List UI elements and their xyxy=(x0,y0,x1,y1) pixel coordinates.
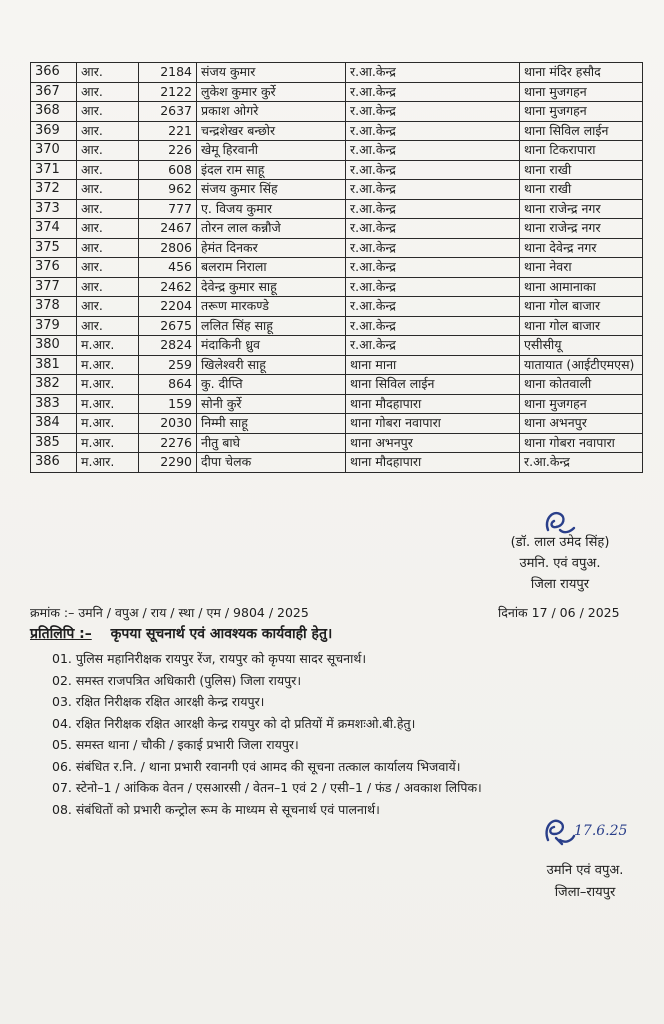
name-cell: दीपा चेलक xyxy=(197,453,346,473)
badge-number-cell: 777 xyxy=(139,199,197,219)
name-cell: खिलेश्वरी साहू xyxy=(197,355,346,375)
from-posting-cell: थाना सिविल लाईन xyxy=(346,375,520,395)
from-posting-cell: र.आ.केन्द्र xyxy=(346,82,520,102)
serial-number-cell: 370 xyxy=(31,141,77,161)
name-cell: निम्मी साहू xyxy=(197,414,346,434)
serial-number-cell: 372 xyxy=(31,180,77,200)
badge-number-cell: 2824 xyxy=(139,336,197,356)
to-posting-cell: थाना राखी xyxy=(520,180,643,200)
badge-number-cell: 962 xyxy=(139,180,197,200)
from-posting-cell: र.आ.केन्द्र xyxy=(346,141,520,161)
table-row xyxy=(31,238,643,258)
signature-block xyxy=(470,508,650,595)
name-cell: लुकेश कुमार कुर्रे xyxy=(197,82,346,102)
from-posting-cell: थाना गोबरा नवापारा xyxy=(346,414,520,434)
footer-district: जिला–रायपुर xyxy=(554,885,616,900)
copy-to-item: 01. पुलिस महानिरीक्षक रायपुर रेंज, रायपुर को कृपया सादर सूचनार्थ। xyxy=(52,651,367,666)
copy-to-item: 04. रक्षित निरीक्षक रक्षित आरक्षी केन्द्र रायपुर को दो प्रतियों में क्रमशःओ.बी.हेतु। xyxy=(52,715,416,731)
name-cell: खेमू हिरवानी xyxy=(197,141,346,161)
from-posting-cell: र.आ.केन्द्र xyxy=(346,180,520,200)
rank-cell: म.आर. xyxy=(77,453,139,473)
serial-number-cell: 376 xyxy=(31,258,77,278)
serial-number-cell: 383 xyxy=(31,394,77,414)
serial-number-cell: 384 xyxy=(31,414,77,434)
footer-signature xyxy=(540,814,576,848)
badge-number-cell: 608 xyxy=(139,160,197,180)
from-posting-cell: र.आ.केन्द्र xyxy=(346,63,520,83)
table-row xyxy=(31,316,643,336)
table-row xyxy=(31,180,643,200)
officer-district: जिला रायपुर xyxy=(530,577,590,592)
serial-number-cell: 381 xyxy=(31,355,77,375)
serial-number-cell: 368 xyxy=(31,102,77,122)
badge-number-cell: 2806 xyxy=(139,238,197,258)
badge-number-cell: 2276 xyxy=(139,433,197,453)
copy-to-item: 08. संबंधितों को प्रभारी कन्ट्रोल रूम के माध्यम से सूचनार्थ एवं पालनार्थ। xyxy=(52,801,380,817)
from-posting-cell: र.आ.केन्द्र xyxy=(346,258,520,278)
to-posting-cell: र.आ.केन्द्र xyxy=(520,453,643,473)
serial-number-cell: 375 xyxy=(31,238,77,258)
to-posting-cell: थाना कोतवाली xyxy=(520,375,643,395)
rank-cell: म.आर. xyxy=(77,433,139,453)
table-row xyxy=(31,453,643,473)
serial-number-cell: 386 xyxy=(31,453,77,473)
rank-cell: आर. xyxy=(77,121,139,141)
name-cell: ललित सिंह साहू xyxy=(197,316,346,336)
to-posting-cell: थाना मुजगहन xyxy=(520,102,643,122)
to-posting-cell: थाना मुजगहन xyxy=(520,82,643,102)
rank-cell: आर. xyxy=(77,316,139,336)
table-row xyxy=(31,102,643,122)
name-cell: नीतु बाघे xyxy=(197,433,346,453)
footer-signature-block xyxy=(520,860,650,904)
table-row xyxy=(31,219,643,239)
order-reference: क्रमांक :– उमनि / वपुअ / राय / स्था / एम / 9804 / 2025 xyxy=(30,605,309,620)
serial-number-cell: 380 xyxy=(31,336,77,356)
rank-cell: म.आर. xyxy=(77,414,139,434)
badge-number-cell: 2204 xyxy=(139,297,197,317)
badge-number-cell: 2184 xyxy=(139,63,197,83)
to-posting-cell: थाना राखी xyxy=(520,160,643,180)
name-cell: देवेन्द्र कुमार साहू xyxy=(197,277,346,297)
name-cell: तोरन लाल कन्नौजे xyxy=(197,219,346,239)
copy-to-list xyxy=(52,648,482,820)
serial-number-cell: 378 xyxy=(31,297,77,317)
badge-number-cell: 2462 xyxy=(139,277,197,297)
table-row xyxy=(31,82,643,102)
rank-cell: आर. xyxy=(77,297,139,317)
copy-to-item: 07. स्टेनो–1 / आंकिक वेतन / एसआरसी / वेतन–1 एवं 2 / एसी–1 / फंड / अवकाश लिपिक। xyxy=(52,780,482,795)
table-row xyxy=(31,277,643,297)
rank-cell: आर. xyxy=(77,160,139,180)
serial-number-cell: 379 xyxy=(31,316,77,336)
badge-number-cell: 2030 xyxy=(139,414,197,434)
to-posting-cell: थाना सिविल लाईन xyxy=(520,121,643,141)
badge-number-cell: 2290 xyxy=(139,453,197,473)
name-cell: संजय कुमार xyxy=(197,63,346,83)
name-cell: चन्द्रशेखर बन्छोर xyxy=(197,121,346,141)
copy-to-item: 02. समस्त राजपत्रित अधिकारी (पुलिस) जिला रायपुर। xyxy=(52,672,302,688)
to-posting-cell: थाना राजेन्द्र नगर xyxy=(520,199,643,219)
serial-number-cell: 369 xyxy=(31,121,77,141)
from-posting-cell: थाना मौदहापारा xyxy=(346,394,520,414)
name-cell: संजय कुमार सिंह xyxy=(197,180,346,200)
copy-to-heading xyxy=(30,624,332,643)
to-posting-cell: थाना गोल बाजार xyxy=(520,316,643,336)
rank-cell: आर. xyxy=(77,102,139,122)
from-posting-cell: र.आ.केन्द्र xyxy=(346,316,520,336)
table-row xyxy=(31,160,643,180)
from-posting-cell: थाना माना xyxy=(346,355,520,375)
badge-number-cell: 2637 xyxy=(139,102,197,122)
handwritten-date: 17.6.25 xyxy=(574,823,628,839)
to-posting-cell: थाना देवेन्द्र नगर xyxy=(520,238,643,258)
serial-number-cell: 366 xyxy=(31,63,77,83)
to-posting-cell: थाना अभनपुर xyxy=(520,414,643,434)
to-posting-cell: थाना नेवरा xyxy=(520,258,643,278)
from-posting-cell: र.आ.केन्द्र xyxy=(346,121,520,141)
from-posting-cell: थाना अभनपुर xyxy=(346,433,520,453)
rank-cell: आर. xyxy=(77,199,139,219)
name-cell: कु. दीप्ति xyxy=(197,375,346,395)
table-row xyxy=(31,394,643,414)
rank-cell: आर. xyxy=(77,82,139,102)
name-cell: सोनी कुर्रे xyxy=(197,394,346,414)
to-posting-cell: थाना मुजगहन xyxy=(520,394,643,414)
serial-number-cell: 373 xyxy=(31,199,77,219)
rank-cell: आर. xyxy=(77,141,139,161)
copy-to-item: 06. संबंधित र.नि. / थाना प्रभारी रवानगी एवं आमद की सूचना तत्काल कार्यालय भिजवायें। xyxy=(52,758,461,774)
from-posting-cell: र.आ.केन्द्र xyxy=(346,219,520,239)
table-row xyxy=(31,414,643,434)
to-posting-cell: थाना टिकरापारा xyxy=(520,141,643,161)
from-posting-cell: थाना मौदहापारा xyxy=(346,453,520,473)
serial-number-cell: 377 xyxy=(31,277,77,297)
from-posting-cell: र.आ.केन्द्र xyxy=(346,297,520,317)
to-posting-cell: थाना आमानाका xyxy=(520,277,643,297)
name-cell: मंदाकिनी ध्रुव xyxy=(197,336,346,356)
rank-cell: म.आर. xyxy=(77,336,139,356)
table-row xyxy=(31,336,643,356)
name-cell: हेमंत दिनकर xyxy=(197,238,346,258)
rank-cell: आर. xyxy=(77,258,139,278)
name-cell: ए. विजय कुमार xyxy=(197,199,346,219)
serial-number-cell: 371 xyxy=(31,160,77,180)
badge-number-cell: 456 xyxy=(139,258,197,278)
serial-number-cell: 382 xyxy=(31,375,77,395)
from-posting-cell: र.आ.केन्द्र xyxy=(346,160,520,180)
officer-name: (डॉ. लाल उमेद सिंह) xyxy=(510,535,610,550)
badge-number-cell: 2467 xyxy=(139,219,197,239)
transfer-table xyxy=(30,62,643,473)
name-cell: तरूण मारकण्डे xyxy=(197,297,346,317)
to-posting-cell: थाना मंदिर हसौद xyxy=(520,63,643,83)
name-cell: बलराम निराला xyxy=(197,258,346,278)
rank-cell: आर. xyxy=(77,219,139,239)
badge-number-cell: 221 xyxy=(139,121,197,141)
name-cell: प्रकाश ओगरे xyxy=(197,102,346,122)
to-posting-cell: थाना राजेन्द्र नगर xyxy=(520,219,643,239)
rank-cell: म.आर. xyxy=(77,394,139,414)
rank-cell: म.आर. xyxy=(77,375,139,395)
copy-to-item: 03. रक्षित निरीक्षक रक्षित आरक्षी केन्द्र रायपुर। xyxy=(52,694,265,709)
table-row xyxy=(31,199,643,219)
from-posting-cell: र.आ.केन्द्र xyxy=(346,238,520,258)
copy-to-label: प्रतिलिपि :– xyxy=(30,626,92,642)
badge-number-cell: 259 xyxy=(139,355,197,375)
from-posting-cell: र.आ.केन्द्र xyxy=(346,102,520,122)
to-posting-cell: थाना गोल बाजार xyxy=(520,297,643,317)
to-posting-cell: यातायात (आईटीएमएस) xyxy=(520,355,643,375)
badge-number-cell: 159 xyxy=(139,394,197,414)
table-row xyxy=(31,355,643,375)
rank-cell: आर. xyxy=(77,63,139,83)
copy-to-item: 05. समस्त थाना / चौकी / इकाई प्रभारी जिला रायपुर। xyxy=(52,737,299,752)
rank-cell: आर. xyxy=(77,277,139,297)
serial-number-cell: 385 xyxy=(31,433,77,453)
badge-number-cell: 2675 xyxy=(139,316,197,336)
from-posting-cell: र.आ.केन्द्र xyxy=(346,277,520,297)
serial-number-cell: 367 xyxy=(31,82,77,102)
from-posting-cell: र.आ.केन्द्र xyxy=(346,336,520,356)
rank-cell: म.आर. xyxy=(77,355,139,375)
rank-cell: आर. xyxy=(77,180,139,200)
officer-designation: उमनि. एवं वपुअ. xyxy=(519,556,601,571)
badge-number-cell: 864 xyxy=(139,375,197,395)
order-date: दिनांक 17 / 06 / 2025 xyxy=(498,605,620,620)
rank-cell: आर. xyxy=(77,238,139,258)
badge-number-cell: 226 xyxy=(139,141,197,161)
badge-number-cell: 2122 xyxy=(139,82,197,102)
table-row xyxy=(31,375,643,395)
to-posting-cell: एसीसीयू xyxy=(520,336,643,356)
from-posting-cell: र.आ.केन्द्र xyxy=(346,199,520,219)
transfer-table-body xyxy=(31,63,643,473)
copy-to-purpose: कृपया सूचनार्थ एवं आवश्यक कार्यवाही हेतु। xyxy=(110,626,333,642)
serial-number-cell: 374 xyxy=(31,219,77,239)
table-row xyxy=(31,433,643,453)
table-row xyxy=(31,63,643,83)
table-row xyxy=(31,141,643,161)
footer-designation: उमनि एवं वपुअ. xyxy=(546,863,624,878)
to-posting-cell: थाना गोबरा नवापारा xyxy=(520,433,643,453)
table-row xyxy=(31,297,643,317)
table-row xyxy=(31,258,643,278)
name-cell: इंदल राम साहू xyxy=(197,160,346,180)
table-row xyxy=(31,121,643,141)
